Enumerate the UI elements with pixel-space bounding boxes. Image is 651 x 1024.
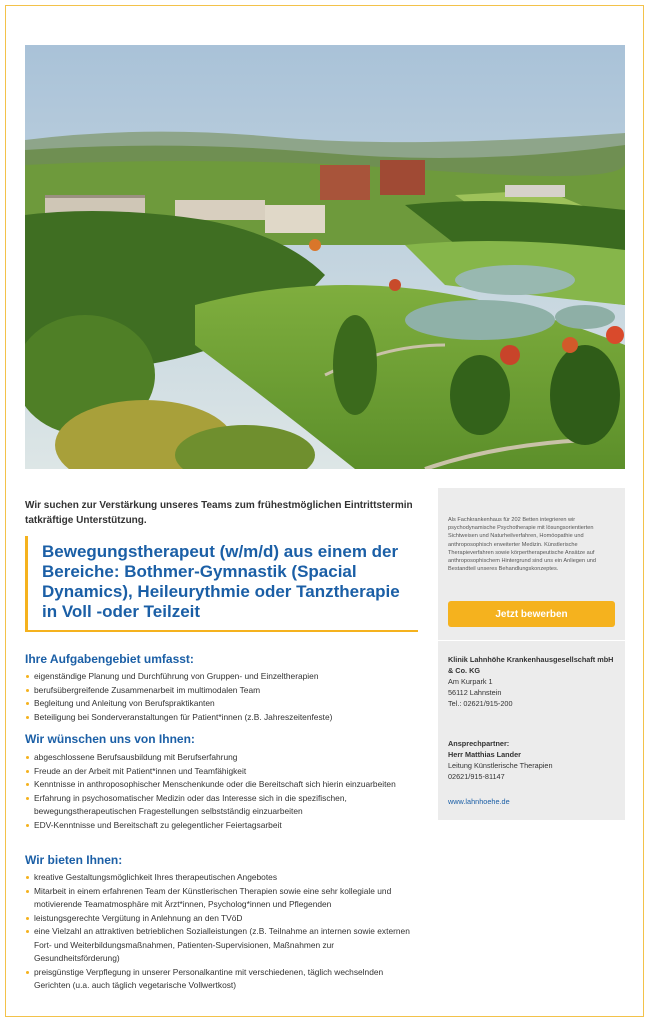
apply-button[interactable]: Jetzt bewerben (448, 601, 615, 627)
list-item: abgeschlossene Berufsausbildung mit Berufserfahrung (25, 751, 420, 765)
bieten-list (25, 871, 420, 993)
clinic-description: Als Fachkrankenhaus für 202 Betten integrieren wir psychodynamische Psychotherapie mit lösungsorientierten Sichtweisen und Naturheilverfahren, Homöopathie und anthroposophisch erweiterter Medizin. Künstlerische Therapieverfahren sowie körpertherapeutische Ansätze auf anthroposophischem Hintergrund sind uns ein Anliegen und Bestandteil unseres Behandlungskonzeptes. (448, 517, 597, 573)
job-title-box (25, 536, 418, 632)
section-heading-bieten: Wir bieten Ihnen: (25, 853, 123, 867)
list-item: Beteiligung bei Sonderveranstaltungen für Patient*innen (z.B. Jahreszeitenfeste) (25, 711, 420, 725)
list-item: Begleitung und Anleitung von Berufspraktikanten (25, 697, 420, 711)
website-link[interactable]: www.lahnhoehe.de (448, 797, 510, 806)
list-item: Kenntnisse in anthroposophischer Menschenkunde oder die Bereitschaft sich hierin einzuarbeiten (25, 778, 420, 792)
sidebar-divider (438, 640, 625, 641)
contact-role: Leitung Künstlerische Therapien (448, 761, 553, 770)
company-address (448, 654, 618, 709)
contact-phone: 02621/915-81147 (448, 772, 505, 781)
sidebar (438, 488, 625, 820)
list-item: berufsübergreifende Zusammenarbeit im multimodalen Team (25, 684, 420, 698)
aufgaben-list (25, 670, 420, 724)
list-item: leistungsgerechte Vergütung in Anlehnung an den TVöD (25, 912, 420, 926)
company-name: Klinik Lahnhöhe Krankenhausgesellschaft mbH & Co. KG (448, 655, 614, 675)
job-title: Bewegungstherapeut (w/m/d) aus einem der Bereiche: Bothmer-Gymnastik (Spacial Dynamics), Heileurythmie oder Tanztherapie in Voll -oder Teilzeit (42, 542, 400, 621)
landscape-illustration (25, 45, 625, 469)
list-item: preisgünstige Verpflegung in unserer Personalkantine mit verschiedenen, täglich wechselnden Gerichten (u.a. auch täglich vegetarische Vollwertkost) (25, 966, 420, 993)
company-street: Am Kurpark 1 (448, 677, 493, 686)
company-phone: Tel.: 02621/915-200 (448, 699, 513, 708)
list-item: kreative Gestaltungsmöglichkeit Ihres therapeutischen Angebotes (25, 871, 420, 885)
contact-name: Herr Matthias Lander (448, 750, 521, 759)
list-item: eine Vielzahl an attraktiven betrieblichen Sozialleistungen (z.B. Teilnahme an internen sowie externen Fort- und Weiterbildungsmaßnahmen, Patienten-Supervisionen, Maßnahmen zur Gesundheitsförderung) (25, 925, 420, 966)
wuensche-list (25, 751, 420, 832)
section-heading-aufgaben: Ihre Aufgabengebiet umfasst: (25, 652, 194, 666)
intro-text: Wir suchen zur Verstärkung unseres Teams zum frühestmöglichen Eintrittstermin tatkräftige Unterstützung. (25, 500, 413, 526)
contact-person (448, 738, 618, 782)
list-item: EDV-Kenntnisse und Bereitschaft zu gelegentlicher Feiertagsarbeit (25, 819, 420, 833)
section-heading-wuensche: Wir wünschen uns von Ihnen: (25, 732, 195, 746)
hero-photo (25, 45, 625, 469)
list-item: eigenständige Planung und Durchführung von Gruppen- und Einzeltherapien (25, 670, 420, 684)
list-item: Freude an der Arbeit mit Patient*innen und Teamfähigkeit (25, 765, 420, 779)
contact-label: Ansprechpartner: (448, 739, 510, 748)
list-item: Mitarbeit in einem erfahrenen Team der Künstlerischen Therapien sowie eine sehr kollegiale und motivierende Teamatmosphäre mit Ärzt*innen, Psycholog*innen und Pflegenden (25, 885, 420, 912)
list-item: Erfahrung in psychosomatischer Medizin oder das Interesse sich in die spezifischen, bewegungstherapeutischen Fragestellungen selbstständig einzuarbeiten (25, 792, 420, 819)
company-city: 56112 Lahnstein (448, 688, 502, 697)
